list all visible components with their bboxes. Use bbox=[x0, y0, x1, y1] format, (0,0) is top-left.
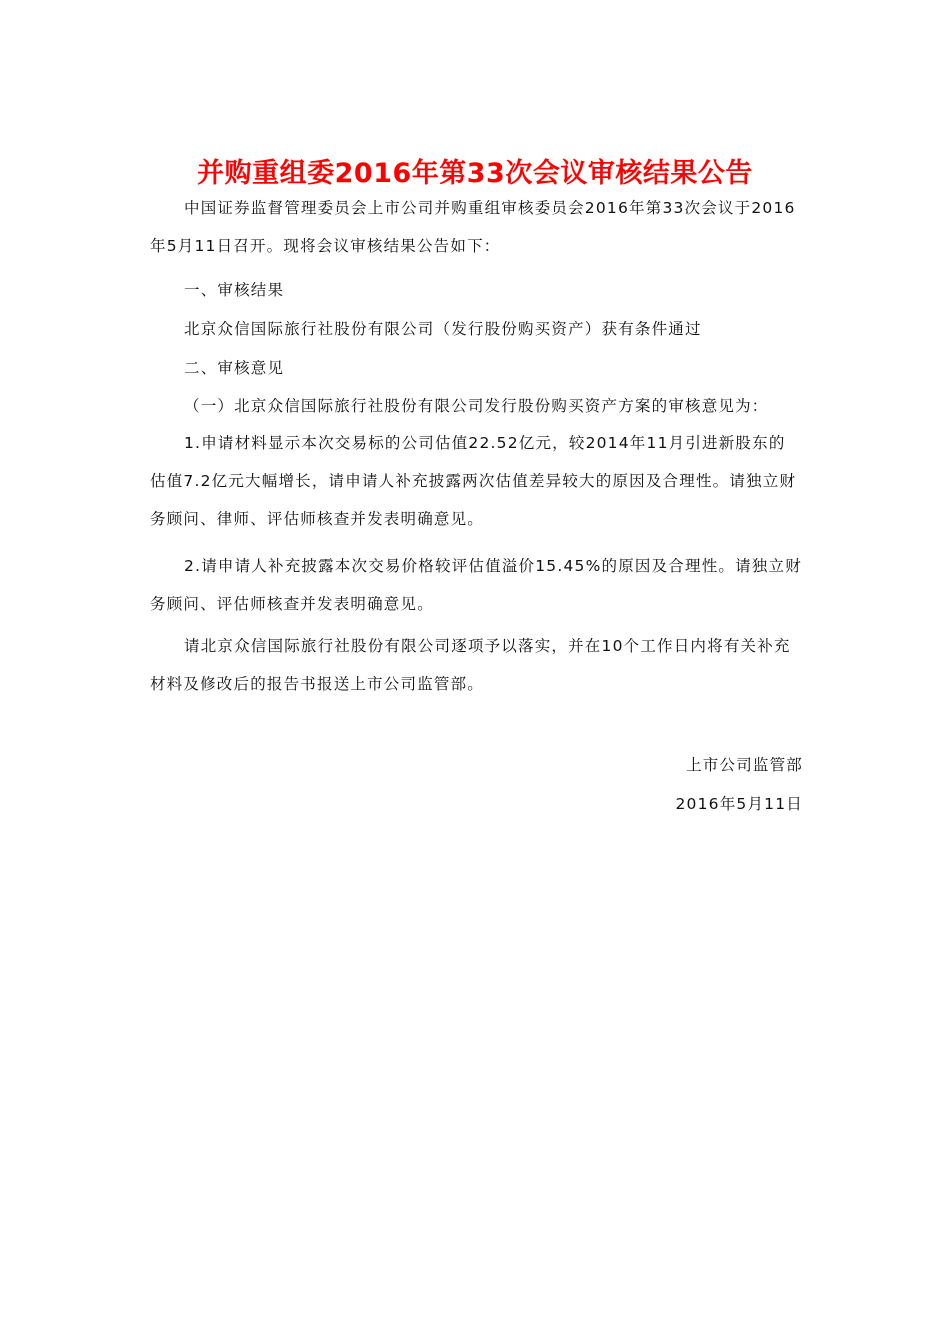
opinion-item-2: 2.请申请人补充披露本次交易价格较评估值溢价15.45%的原因及合理性。请独立财务顾问、评估师核查并发表明确意见。 bbox=[150, 557, 802, 613]
signature: 上市公司监管部 bbox=[686, 756, 803, 774]
opinion-item-1: 1.申请材料显示本次交易标的公司估值22.52亿元，较2014年11月引进新股东的估值7.2亿元大幅增长，请申请人补充披露两次估值差异较大的原因及合理性。请独立财务顾问、律师、评估师核查并发表明确意见。 bbox=[150, 434, 797, 528]
document-date: 2016年5月11日 bbox=[675, 795, 803, 813]
review-opinion-subheading: （一）北京众信国际旅行社股份有限公司发行股份购买资产方案的审核意见为： bbox=[184, 397, 769, 415]
review-result-text: 北京众信国际旅行社股份有限公司（发行股份购买资产）获有条件通过 bbox=[184, 320, 702, 338]
intro-paragraph: 中国证券监督管理委员会上市公司并购重组审核委员会2016年第33次会议于2016年5月11日召开。现将会议审核结果公告如下： bbox=[150, 199, 796, 255]
page-title: 并购重组委2016年第33次会议审核结果公告 bbox=[197, 158, 753, 190]
closing-paragraph: 请北京众信国际旅行社股份有限公司逐项予以落实，并在10个工作日内将有关补充材料及修改后的报告书报送上市公司监管部。 bbox=[150, 637, 791, 693]
section-heading-review-opinion: 二、审核意见 bbox=[184, 359, 285, 377]
section-heading-review-result: 一、审核结果 bbox=[184, 281, 285, 299]
